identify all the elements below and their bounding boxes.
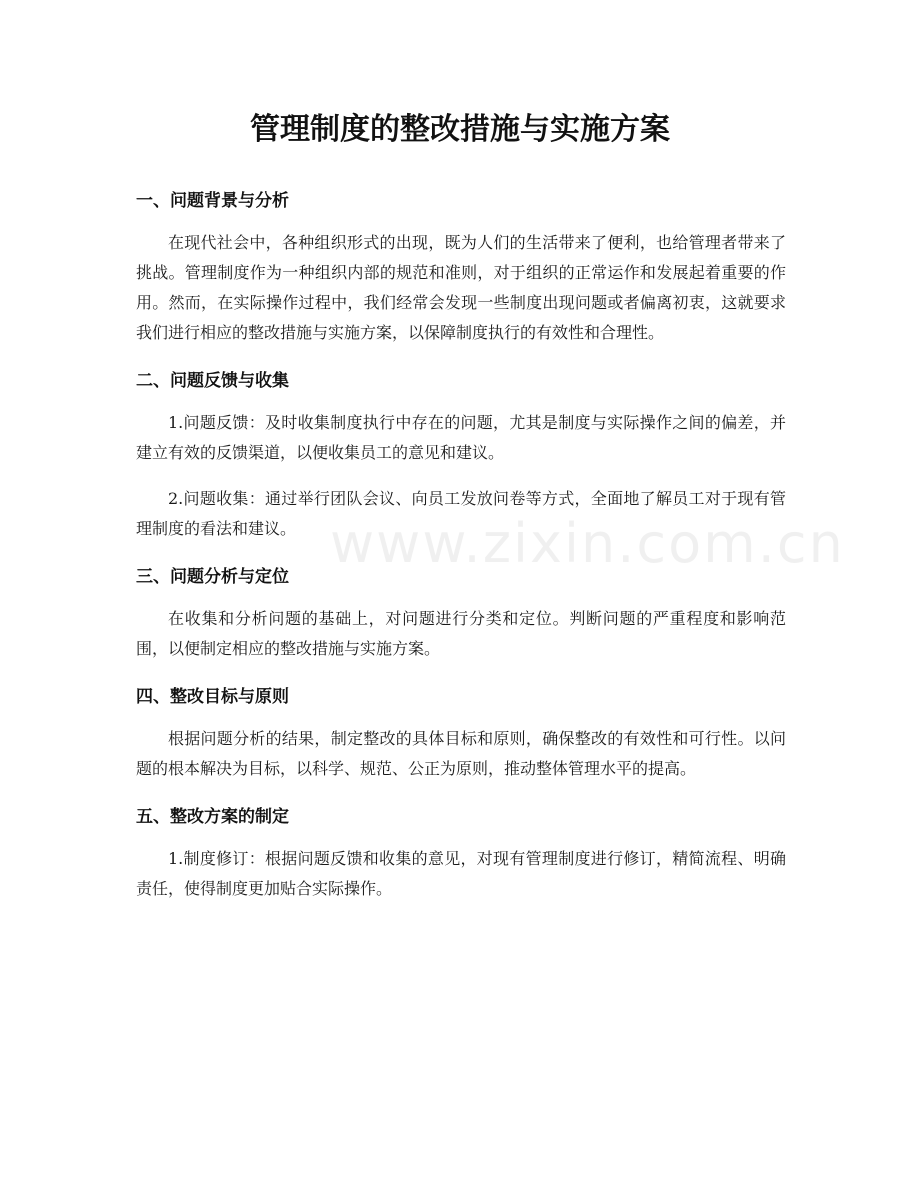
section-background-analysis: [136, 184, 786, 348]
section-heading: 三、问题分析与定位: [136, 567, 289, 587]
section-goals-principles: [136, 680, 786, 784]
paragraph: 1.问题反馈：及时收集制度执行中存在的问题，尤其是制度与实际操作之间的偏差，并建立有效的反馈渠道，以便收集员工的意见和建议。: [136, 413, 786, 462]
section-heading: 二、问题反馈与收集: [136, 371, 289, 391]
section-plan-formulation: [136, 800, 786, 904]
watermark: www.zixin.com.cn: [330, 512, 845, 575]
paragraph: 在现代社会中，各种组织形式的出现，既为人们的生活带来了便利，也给管理者带来了挑战。管理制度作为一种组织内部的规范和准则，对于组织的正常运作和发展起着重要的作用。然而，在实际操作过程中，我们经常会发现一些制度出现问题或者偏离初衷，这就要求我们进行相应的整改措施与实施方案，以保障制度执行的有效性和合理性。: [136, 233, 786, 342]
paragraph: 在收集和分析问题的基础上，对问题进行分类和定位。判断问题的严重程度和影响范围，以便制定相应的整改措施与实施方案。: [136, 609, 786, 658]
section-heading: 五、整改方案的制定: [136, 807, 289, 827]
paragraph: 根据问题分析的结果，制定整改的具体目标和原则，确保整改的有效性和可行性。以问题的根本解决为目标，以科学、规范、公正为原则，推动整体管理水平的提高。: [136, 729, 786, 778]
paragraph: 2.问题收集：通过举行团队会议、向员工发放问卷等方式，全面地了解员工对于现有管理制度的看法和建议。: [136, 489, 786, 538]
section-heading: 四、整改目标与原则: [136, 687, 289, 707]
section-analysis-positioning: [136, 560, 786, 664]
document-title: 管理制度的整改措施与实施方案: [250, 112, 670, 147]
section-feedback-collection: [136, 364, 786, 544]
section-heading: 一、问题背景与分析: [136, 191, 289, 211]
document-body: [136, 184, 786, 920]
paragraph: 1.制度修订：根据问题反馈和收集的意见，对现有管理制度进行修订，精简流程、明确责任，使得制度更加贴合实际操作。: [136, 849, 786, 898]
